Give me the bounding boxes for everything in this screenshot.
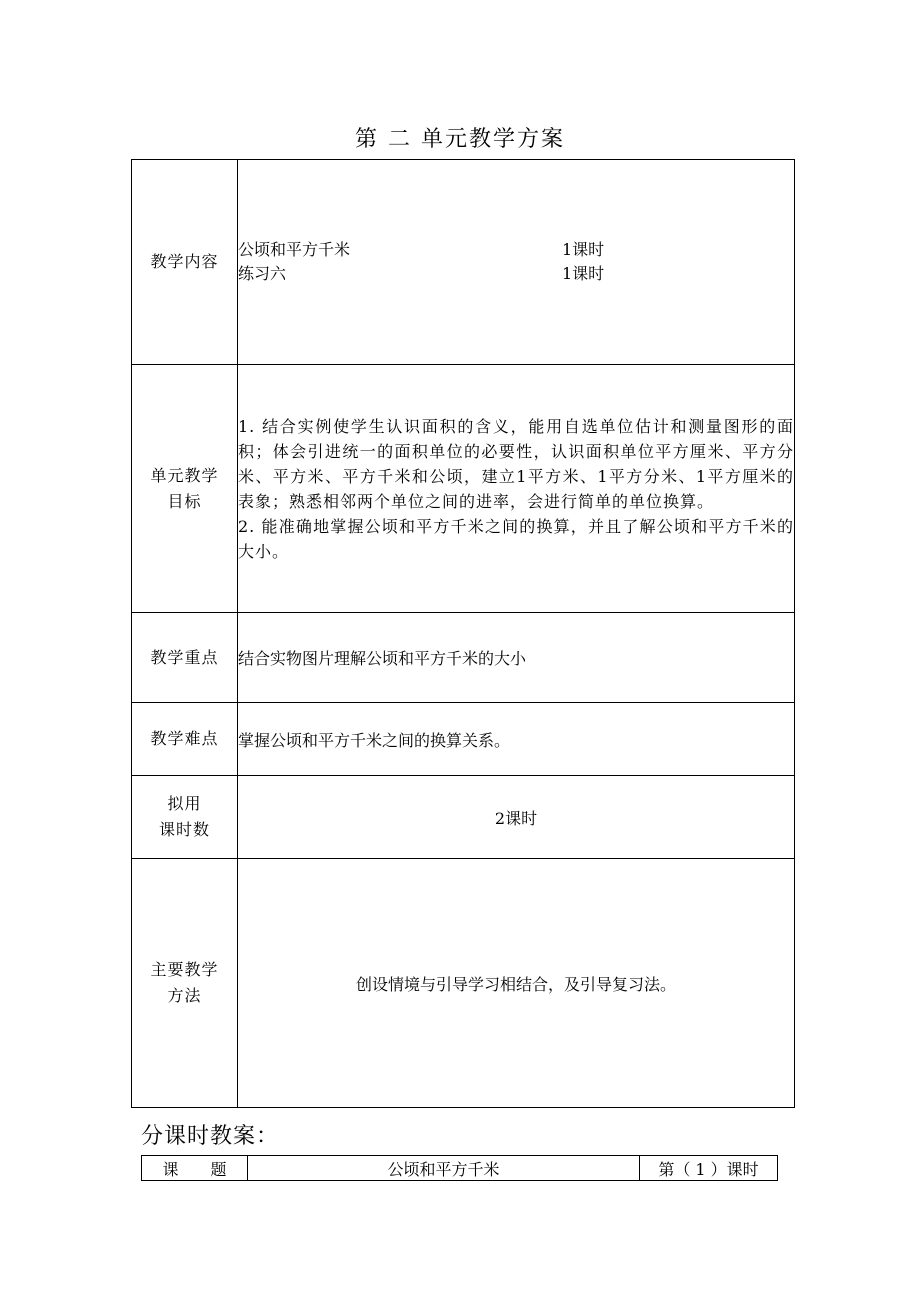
cell-unit-objectives <box>238 365 795 613</box>
label-teaching-methods <box>132 859 238 1108</box>
row-planned-hours <box>132 776 795 859</box>
unit-plan-table <box>131 159 795 1108</box>
content-item-hours: 1课时 <box>562 264 605 283</box>
lesson-period: 第（ 1 ）课时 <box>640 1156 778 1181</box>
row-teaching-content <box>132 160 795 365</box>
cell-teaching-content <box>238 160 795 365</box>
label-line: 拟用 <box>167 794 202 813</box>
cell-difficulties: 掌握公顷和平方千米之间的换算关系。 <box>238 703 795 776</box>
section-title: 分课时教案： <box>141 1124 280 1149</box>
label-planned-hours <box>132 776 238 859</box>
content-item <box>238 262 794 286</box>
content-item-name: 练习六 <box>238 264 287 283</box>
row-unit-objectives <box>132 365 795 613</box>
label-teaching-content: 教学内容 <box>132 160 238 365</box>
label-line: 单元教学 <box>150 465 219 485</box>
cell-teaching-methods: 创设情境与引导学习相结合，及引导复习法。 <box>238 859 795 1108</box>
cell-key-points: 结合实物图片理解公顷和平方千米的大小 <box>238 613 795 703</box>
page-title: 第 二 单元教学方案 <box>355 127 565 152</box>
label-line: 课时数 <box>158 820 210 839</box>
cell-planned-hours: 2课时 <box>238 776 795 859</box>
objective-2: 2. 能准确地掌握公顷和平方千米之间的换算，并且了解公顷和平方千米的大小。 <box>238 516 794 561</box>
lesson-topic: 公顷和平方千米 <box>248 1156 640 1181</box>
label-line: 主要教学 <box>150 960 219 979</box>
lesson-topic-label: 课 题 <box>142 1156 248 1181</box>
label-difficulties: 教学难点 <box>132 703 238 776</box>
row-key-points <box>132 613 795 703</box>
content-item <box>238 238 794 262</box>
label-unit-objectives <box>132 365 238 613</box>
objective-1: 1. 结合实例使学生认识面积的含义，能用自选单位估计和测量图形的面积；体会引进统一的面积单位的必要性，认识面积单位平方厘米、平方分米、平方米、平方千米和公顷，建立1平方米、1平方分米、1平方厘米的表象；熟悉相邻两个单位之间的进率，会进行简单的单位换算。 <box>238 416 794 511</box>
label-line: 目标 <box>167 491 202 511</box>
row-teaching-methods <box>132 859 795 1108</box>
lesson-row <box>142 1156 778 1181</box>
content-item-hours: 1课时 <box>562 240 605 259</box>
label-line: 方法 <box>167 986 202 1005</box>
lesson-table <box>141 1155 778 1181</box>
content-item-name: 公顷和平方千米 <box>238 240 351 259</box>
label-key-points: 教学重点 <box>132 613 238 703</box>
row-difficulties <box>132 703 795 776</box>
